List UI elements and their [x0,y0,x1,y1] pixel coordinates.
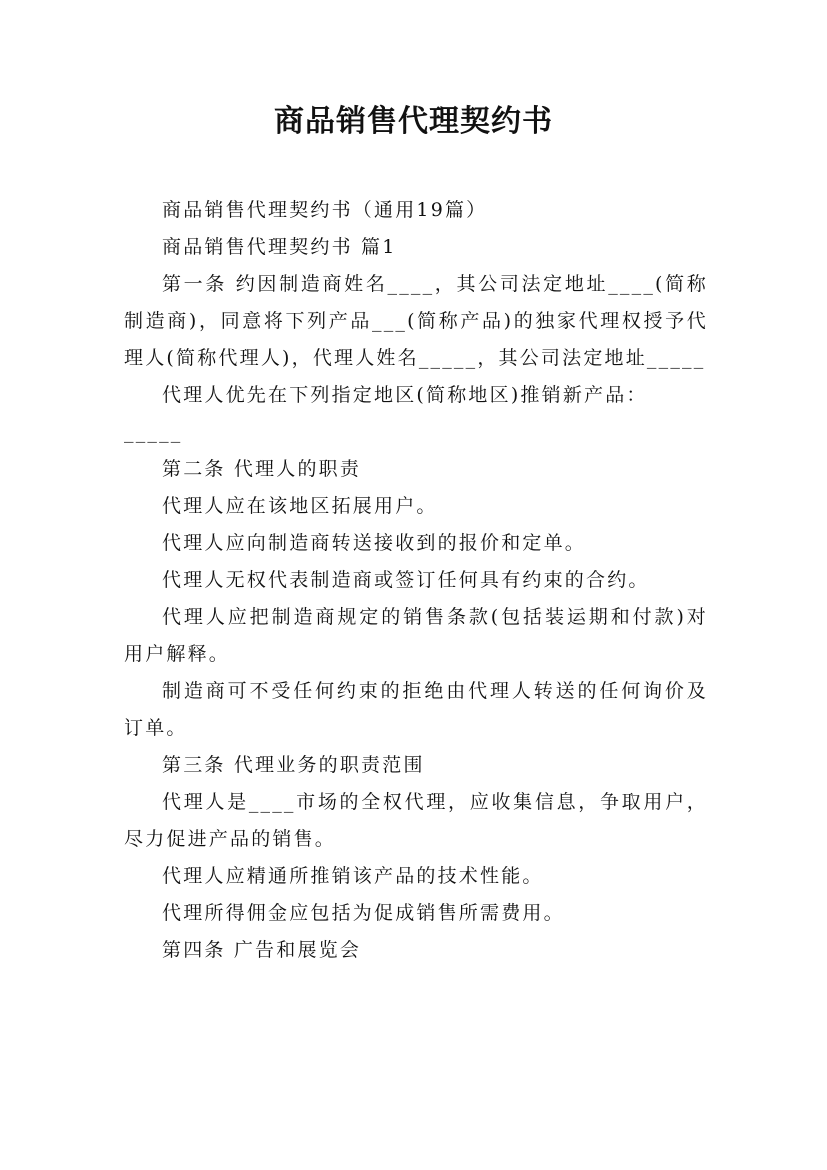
paragraph-scope-1: 代理人是____市场的全权代理，应收集信息，争取用户，尽力促进产品的销售。 [124,791,708,850]
paragraph-duty-5: 制造商可不受任何约束的拒绝由代理人转送的任何询价及订单。 [124,680,708,739]
paragraph-scope-3: 代理所得佣金应包括为促成销售所需费用。 [162,902,565,924]
paragraph-duty-2: 代理人应向制造商转送接收到的报价和定单。 [162,532,587,554]
paragraph-article-1: 第一条 约因制造商姓名____，其公司法定地址____(简称制造商)，同意将下列产品___(简称产品)的独家代理权授予代理人(简称代理人)，代理人姓名_____，其公司法定地址_____ [124,273,708,369]
paragraph-duty-3: 代理人无权代表制造商或签订任何具有约束的合约。 [162,569,650,591]
document-body [124,192,708,969]
paragraph-article-4-heading: 第四条 广告和展览会 [162,939,362,961]
paragraph-article-3-heading: 第三条 代理业务的职责范围 [162,754,425,776]
paragraph-duty-4: 代理人应把制造商规定的销售条款(包括装运期和付款)对用户解释。 [124,606,708,665]
paragraph-collection-heading: 商品销售代理契约书（通用19篇） [162,199,488,221]
document-title: 商品销售代理契约书 [274,104,553,139]
paragraph-territory: 代理人优先在下列指定地区(简称地区)推销新产品： [162,384,648,406]
paragraph-article-2-heading: 第二条 代理人的职责 [162,458,362,480]
paragraph-scope-2: 代理人应精通所推销该产品的技术性能。 [162,865,544,887]
paragraph-territory-blank: _____ [124,421,183,443]
paragraph-section-heading: 商品销售代理契约书 篇1 [162,236,397,258]
paragraph-duty-1: 代理人应在该地区拓展用户。 [162,495,438,517]
